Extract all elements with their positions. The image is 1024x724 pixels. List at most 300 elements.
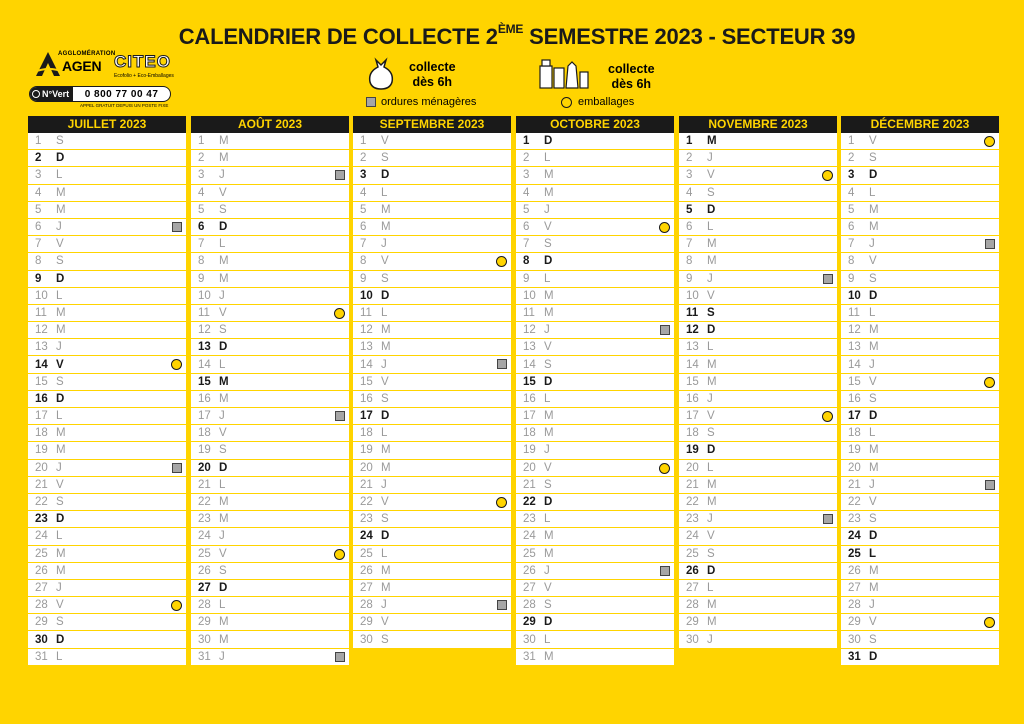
- day-number: 14: [848, 358, 861, 371]
- day-letter: L: [219, 599, 226, 612]
- day-letter: M: [544, 306, 554, 319]
- day-number: 8: [35, 255, 42, 268]
- day-number: 6: [686, 221, 693, 234]
- day-letter: M: [707, 238, 717, 251]
- day-letter: S: [219, 324, 227, 337]
- square-icon: [335, 170, 345, 180]
- day-row: [28, 511, 186, 528]
- day-letter: V: [707, 169, 715, 182]
- day-number: 7: [35, 238, 42, 251]
- day-row: [516, 167, 674, 184]
- day-letter: L: [381, 186, 388, 199]
- day-row: [679, 477, 837, 494]
- day-row: [516, 494, 674, 511]
- day-letter: M: [56, 186, 66, 199]
- day-row: [841, 460, 999, 477]
- day-letter: V: [219, 427, 227, 440]
- day-letter: S: [381, 392, 389, 405]
- day-letter: M: [219, 633, 229, 646]
- day-number: 6: [360, 221, 367, 234]
- day-number: 27: [198, 581, 211, 594]
- day-row: [679, 322, 837, 339]
- day-number: 2: [848, 152, 855, 165]
- day-letter: D: [869, 650, 878, 663]
- day-row: [191, 580, 349, 597]
- day-letter: J: [869, 599, 875, 612]
- day-letter: V: [56, 238, 64, 251]
- day-letter: M: [544, 547, 554, 560]
- household-waste-marker: [497, 359, 507, 369]
- day-letter: J: [56, 221, 62, 234]
- day-row: [28, 563, 186, 580]
- day-number: 6: [198, 221, 205, 234]
- day-row: [191, 528, 349, 545]
- packaging-marker: [822, 170, 833, 181]
- day-row: [516, 374, 674, 391]
- day-number: 23: [360, 513, 373, 526]
- day-number: 17: [198, 410, 211, 423]
- agen-logo: [34, 48, 116, 80]
- packaging-marker: [984, 377, 995, 388]
- day-letter: M: [544, 186, 554, 199]
- day-number: 20: [686, 461, 699, 474]
- day-letter: D: [219, 221, 228, 234]
- day-letter: S: [56, 496, 64, 509]
- day-row: [679, 408, 837, 425]
- day-letter: M: [381, 341, 391, 354]
- day-number: 2: [523, 152, 530, 165]
- day-letter: D: [381, 289, 390, 302]
- day-row: [191, 631, 349, 648]
- day-number: 27: [523, 581, 536, 594]
- citeo-sub: Ecofolio + Eco-Emballages: [114, 73, 174, 79]
- day-row: [28, 631, 186, 648]
- packaging-marker: [822, 411, 833, 422]
- household-waste-marker: [823, 514, 833, 524]
- month-column: [353, 116, 511, 649]
- day-letter: V: [56, 478, 64, 491]
- day-letter: M: [219, 272, 229, 285]
- day-letter: V: [544, 221, 552, 234]
- day-number: 19: [848, 444, 861, 457]
- day-letter: S: [869, 272, 877, 285]
- month-header: AOÛT 2023: [191, 116, 349, 133]
- day-letter: J: [219, 530, 225, 543]
- day-row: [679, 597, 837, 614]
- day-letter: M: [869, 324, 879, 337]
- day-row: [191, 185, 349, 202]
- day-row: [353, 580, 511, 597]
- day-letter: L: [544, 513, 551, 526]
- day-number: 30: [35, 633, 48, 646]
- day-number: 23: [35, 513, 48, 526]
- day-letter: M: [869, 203, 879, 216]
- day-letter: L: [707, 461, 714, 474]
- day-number: 11: [686, 306, 699, 319]
- day-number: 8: [523, 255, 530, 268]
- square-icon: [497, 600, 507, 610]
- day-number: 11: [360, 306, 372, 319]
- day-number: 5: [686, 203, 693, 216]
- day-letter: J: [381, 238, 387, 251]
- day-row: [28, 271, 186, 288]
- day-letter: L: [544, 633, 551, 646]
- day-letter: M: [56, 324, 66, 337]
- day-number: 31: [198, 650, 211, 663]
- day-row: [516, 442, 674, 459]
- day-row: [353, 150, 511, 167]
- day-letter: D: [219, 581, 228, 594]
- household-waste-marker: [172, 463, 182, 473]
- day-number: 19: [198, 444, 211, 457]
- day-number: 15: [35, 375, 48, 388]
- day-number: 8: [360, 255, 367, 268]
- day-letter: M: [381, 324, 391, 337]
- day-row: [516, 546, 674, 563]
- day-row: [841, 305, 999, 322]
- day-row: [353, 356, 511, 373]
- day-number: 15: [523, 375, 536, 388]
- day-letter: M: [56, 306, 66, 319]
- day-number: 8: [848, 255, 855, 268]
- day-letter: D: [56, 272, 65, 285]
- day-number: 25: [198, 547, 211, 560]
- day-number: 20: [198, 461, 211, 474]
- day-row: [353, 546, 511, 563]
- day-letter: M: [219, 496, 229, 509]
- day-letter: M: [219, 135, 229, 148]
- day-letter: V: [869, 496, 877, 509]
- day-letter: S: [544, 478, 552, 491]
- day-number: 16: [523, 392, 536, 405]
- day-letter: V: [56, 358, 64, 371]
- day-row: [841, 580, 999, 597]
- day-letter: D: [219, 461, 228, 474]
- day-number: 3: [523, 169, 530, 182]
- day-row: [516, 460, 674, 477]
- day-row: [191, 408, 349, 425]
- day-row: [28, 339, 186, 356]
- day-number: 12: [686, 324, 699, 337]
- day-row: [516, 219, 674, 236]
- day-row: [679, 460, 837, 477]
- day-row: [353, 219, 511, 236]
- day-row: [353, 477, 511, 494]
- household-waste-marker: [335, 170, 345, 180]
- day-number: 21: [523, 478, 536, 491]
- day-number: 26: [360, 564, 373, 577]
- day-letter: V: [56, 599, 64, 612]
- day-letter: D: [544, 375, 553, 388]
- day-letter: M: [56, 203, 66, 216]
- day-row: [353, 236, 511, 253]
- day-row: [679, 219, 837, 236]
- day-number: 1: [848, 135, 855, 148]
- day-row: [841, 253, 999, 270]
- day-number: 16: [848, 392, 861, 405]
- day-number: 1: [686, 135, 693, 148]
- packaging-marker: [496, 256, 507, 267]
- day-row: [191, 202, 349, 219]
- day-letter: S: [381, 152, 389, 165]
- day-row: [191, 546, 349, 563]
- day-number: 26: [523, 564, 536, 577]
- day-row: [28, 253, 186, 270]
- day-row: [191, 167, 349, 184]
- day-row: [841, 202, 999, 219]
- day-letter: S: [544, 599, 552, 612]
- day-number: 10: [198, 289, 211, 302]
- day-row: [353, 614, 511, 631]
- day-number: 20: [848, 461, 861, 474]
- day-row: [28, 167, 186, 184]
- day-row: [679, 133, 837, 150]
- day-letter: D: [381, 530, 390, 543]
- household-waste-marker: [660, 566, 670, 576]
- day-number: 26: [198, 564, 211, 577]
- day-letter: V: [544, 581, 552, 594]
- day-number: 10: [360, 289, 373, 302]
- day-row: [516, 597, 674, 614]
- day-letter: M: [544, 650, 554, 663]
- legend-emb: emballages: [561, 96, 634, 108]
- day-row: [191, 597, 349, 614]
- day-row: [679, 339, 837, 356]
- day-row: [191, 322, 349, 339]
- day-row: [28, 580, 186, 597]
- day-row: [841, 408, 999, 425]
- day-row: [28, 185, 186, 202]
- day-letter: J: [707, 633, 713, 646]
- day-number: 23: [198, 513, 211, 526]
- day-letter: V: [219, 186, 227, 199]
- day-number: 4: [35, 186, 42, 199]
- day-row: [191, 236, 349, 253]
- day-letter: M: [544, 289, 554, 302]
- month-header: OCTOBRE 2023: [516, 116, 674, 133]
- day-number: 25: [360, 547, 373, 560]
- day-letter: L: [544, 272, 551, 285]
- day-number: 14: [523, 358, 536, 371]
- day-letter: L: [219, 358, 226, 371]
- day-row: [516, 133, 674, 150]
- day-letter: J: [219, 169, 225, 182]
- day-number: 14: [686, 358, 699, 371]
- day-number: 3: [848, 169, 855, 182]
- day-letter: S: [544, 358, 552, 371]
- day-row: [28, 649, 186, 666]
- day-row: [28, 305, 186, 322]
- day-letter: J: [56, 461, 62, 474]
- day-number: 4: [360, 186, 367, 199]
- day-letter: D: [219, 341, 228, 354]
- day-letter: J: [707, 513, 713, 526]
- day-row: [516, 356, 674, 373]
- day-number: 17: [35, 410, 48, 423]
- day-letter: L: [219, 478, 226, 491]
- day-row: [841, 511, 999, 528]
- day-number: 23: [686, 513, 699, 526]
- day-letter: L: [381, 427, 388, 440]
- circle-icon: [496, 256, 507, 267]
- day-row: [841, 528, 999, 545]
- day-number: 17: [686, 410, 699, 423]
- day-letter: V: [869, 255, 877, 268]
- day-number: 18: [848, 427, 861, 440]
- day-number: 25: [523, 547, 536, 560]
- day-letter: S: [56, 616, 64, 629]
- day-row: [353, 391, 511, 408]
- day-row: [28, 133, 186, 150]
- day-letter: J: [544, 564, 550, 577]
- day-row: [353, 271, 511, 288]
- day-number: 1: [360, 135, 367, 148]
- circle-icon: [984, 136, 995, 147]
- day-row: [841, 374, 999, 391]
- day-letter: V: [544, 461, 552, 474]
- day-letter: S: [219, 203, 227, 216]
- packaging-marker: [659, 222, 670, 233]
- legend-om-text: collecte dès 6h: [409, 60, 456, 89]
- circle-icon: [561, 97, 572, 108]
- day-letter: M: [707, 616, 717, 629]
- day-letter: S: [381, 272, 389, 285]
- day-row: [28, 150, 186, 167]
- day-row: [679, 631, 837, 648]
- day-row: [28, 546, 186, 563]
- circle-icon: [334, 549, 345, 560]
- day-row: [516, 391, 674, 408]
- day-letter: L: [56, 289, 63, 302]
- household-waste-marker: [335, 411, 345, 421]
- square-icon: [823, 274, 833, 284]
- day-row: [191, 356, 349, 373]
- numvert-number: 0 800 77 00 47: [84, 88, 159, 100]
- day-number: 13: [360, 341, 373, 354]
- day-letter: L: [56, 169, 63, 182]
- day-row: [841, 649, 999, 666]
- day-number: 27: [686, 581, 699, 594]
- packaging-marker: [334, 308, 345, 319]
- packaging-marker: [984, 617, 995, 628]
- day-number: 22: [360, 496, 373, 509]
- day-letter: M: [707, 599, 717, 612]
- packaging-marker: [984, 136, 995, 147]
- day-number: 27: [35, 581, 48, 594]
- day-number: 10: [848, 289, 861, 302]
- day-row: [353, 563, 511, 580]
- day-number: 30: [198, 633, 211, 646]
- day-number: 21: [198, 478, 211, 491]
- day-number: 29: [686, 616, 699, 629]
- day-row: [516, 185, 674, 202]
- day-number: 2: [686, 152, 693, 165]
- circle-icon: [496, 497, 507, 508]
- day-number: 22: [848, 496, 861, 509]
- day-number: 24: [360, 530, 373, 543]
- square-icon: [823, 514, 833, 524]
- day-number: 29: [35, 616, 48, 629]
- day-letter: S: [707, 306, 715, 319]
- household-waste-marker: [660, 325, 670, 335]
- day-letter: M: [869, 581, 879, 594]
- day-row: [841, 185, 999, 202]
- day-row: [191, 288, 349, 305]
- day-row: [516, 253, 674, 270]
- day-row: [679, 271, 837, 288]
- month-column: [191, 116, 349, 666]
- day-number: 22: [35, 496, 48, 509]
- day-number: 10: [35, 289, 48, 302]
- day-letter: M: [381, 581, 391, 594]
- day-letter: M: [869, 564, 879, 577]
- day-row: [516, 236, 674, 253]
- legend-om: ordures ménagères: [366, 96, 476, 108]
- day-letter: J: [707, 272, 713, 285]
- day-row: [191, 271, 349, 288]
- day-letter: D: [56, 633, 65, 646]
- day-letter: M: [707, 375, 717, 388]
- day-number: 14: [360, 358, 373, 371]
- day-row: [516, 305, 674, 322]
- day-row: [679, 511, 837, 528]
- day-number: 12: [848, 324, 861, 337]
- day-number: 7: [848, 238, 855, 251]
- square-icon: [172, 463, 182, 473]
- day-number: 2: [360, 152, 367, 165]
- day-row: [516, 271, 674, 288]
- day-row: [353, 511, 511, 528]
- day-row: [353, 460, 511, 477]
- day-number: 28: [848, 599, 861, 612]
- day-letter: S: [869, 633, 877, 646]
- circle-icon: [171, 600, 182, 611]
- day-letter: L: [869, 186, 876, 199]
- day-number: 22: [523, 496, 536, 509]
- day-letter: L: [707, 341, 714, 354]
- day-number: 15: [848, 375, 861, 388]
- day-row: [28, 219, 186, 236]
- day-row: [841, 494, 999, 511]
- day-row: [841, 356, 999, 373]
- day-row: [28, 236, 186, 253]
- day-number: 18: [523, 427, 536, 440]
- month-header: SEPTEMBRE 2023: [353, 116, 511, 133]
- day-number: 4: [848, 186, 855, 199]
- day-number: 31: [848, 650, 861, 663]
- day-letter: J: [869, 358, 875, 371]
- day-number: 5: [35, 203, 42, 216]
- day-letter: S: [381, 633, 389, 646]
- day-letter: M: [219, 375, 229, 388]
- square-icon: [985, 239, 995, 249]
- day-number: 26: [35, 564, 48, 577]
- day-row: [353, 494, 511, 511]
- numvert-sub: APPEL GRATUIT DEPUIS UN POSTE FIXE: [80, 103, 169, 108]
- day-number: 30: [686, 633, 699, 646]
- day-number: 12: [35, 324, 48, 337]
- day-number: 26: [848, 564, 861, 577]
- day-number: 22: [198, 496, 211, 509]
- day-letter: M: [56, 427, 66, 440]
- day-row: [353, 253, 511, 270]
- day-row: [353, 442, 511, 459]
- agglo-label: AGGLOMÉRATION: [58, 51, 116, 57]
- day-number: 18: [198, 427, 211, 440]
- day-number: 24: [198, 530, 211, 543]
- day-letter: V: [381, 496, 389, 509]
- day-number: 31: [523, 650, 536, 663]
